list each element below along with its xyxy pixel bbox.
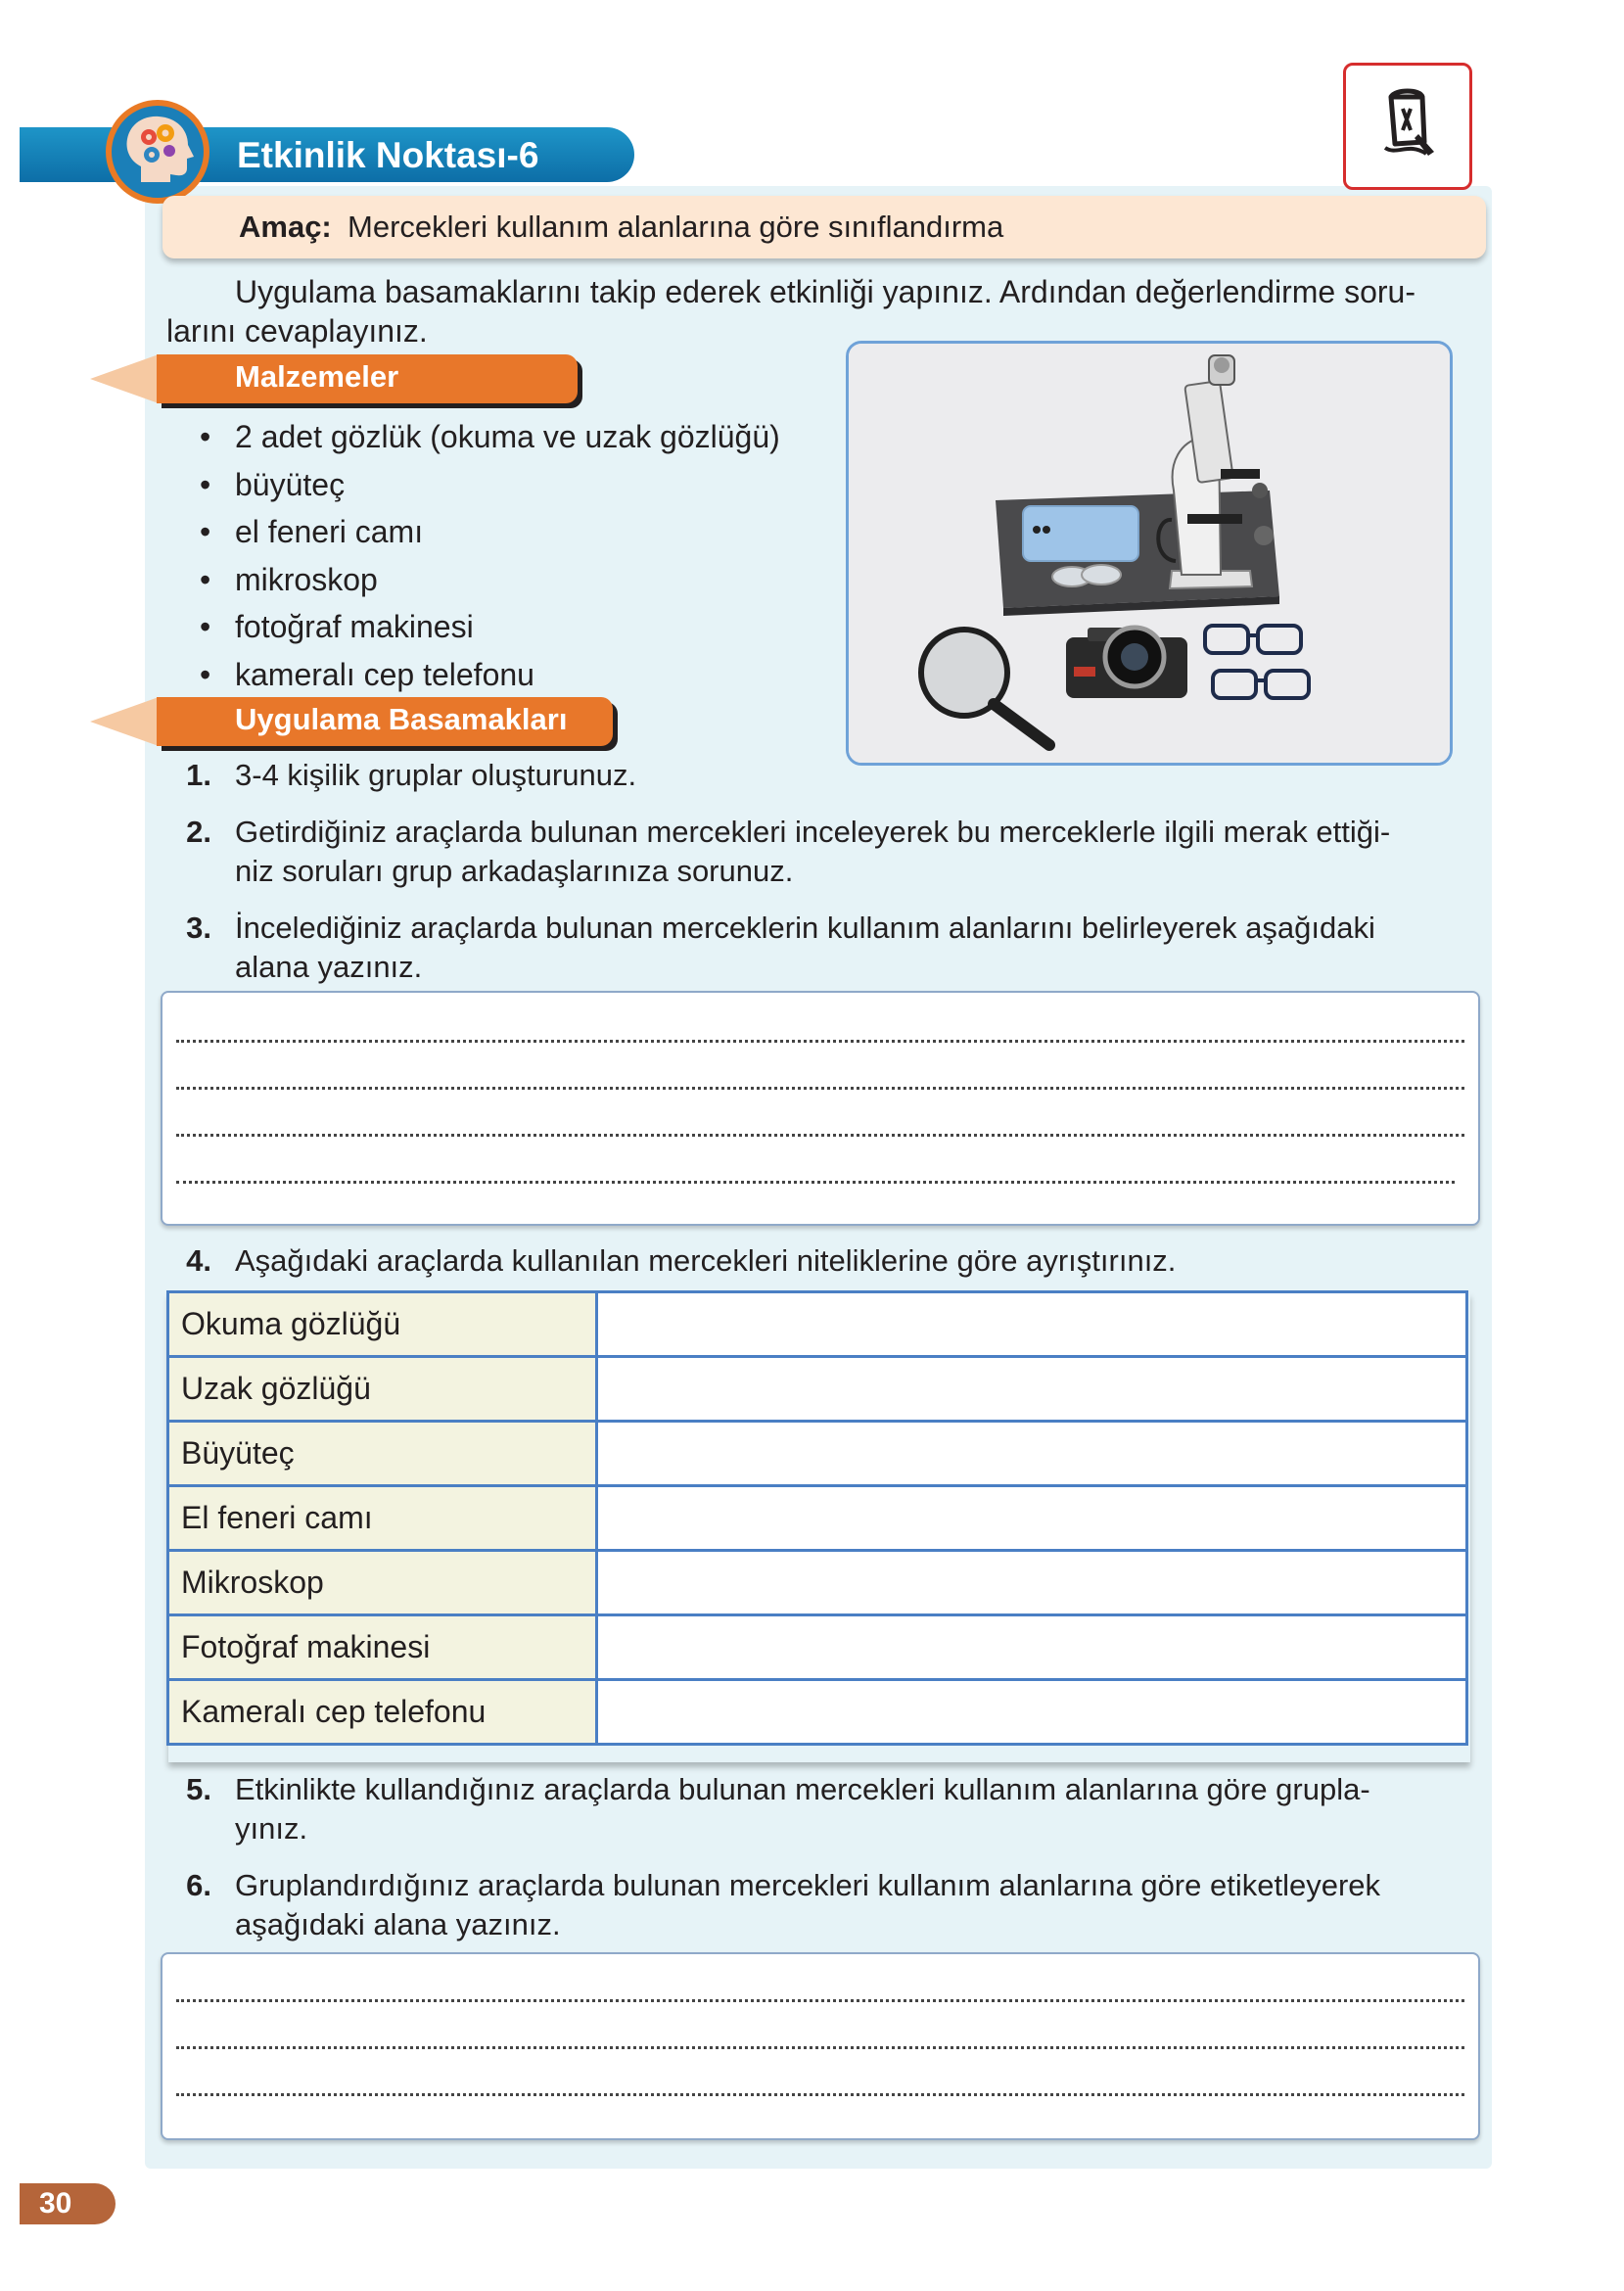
ribbon-fold <box>90 354 159 403</box>
materials-heading: Malzemeler <box>235 359 399 394</box>
step-number: 6. <box>186 1868 211 1902</box>
dotted-answer-line <box>176 2093 1464 2096</box>
aim-label: Amaç: <box>239 210 332 244</box>
table-row <box>168 1486 1467 1551</box>
table-answer-cell[interactable] <box>597 1680 1467 1745</box>
ribbon-fold <box>90 697 159 746</box>
list-item: • mikroskop <box>200 561 378 597</box>
activity-title: Etkinlik Noktası-6 <box>237 135 539 175</box>
dotted-answer-line <box>176 1134 1464 1137</box>
table-row-label: Mikroskop <box>168 1551 597 1615</box>
dotted-answer-line <box>176 1181 1455 1184</box>
dotted-answer-line <box>176 1087 1464 1090</box>
table-row <box>168 1357 1467 1422</box>
table-row <box>168 1551 1467 1615</box>
step-4-text: Aşağıdaki araçlarda kullanılan mercekleri niteliklerine göre ayrıştırınız. <box>235 1243 1177 1278</box>
writing-task-icon <box>1343 63 1472 190</box>
step-number: 1. <box>186 758 211 792</box>
step-5-line-1: Etkinlikte kullandığınız araçlarda bulunan mercekleri kullanım alanlarına göre grupla- <box>235 1772 1370 1806</box>
steps-heading: Uygulama Basamakları <box>235 702 568 736</box>
table-row-label: Fotoğraf makinesi <box>168 1615 597 1680</box>
step-number: 3. <box>186 911 211 945</box>
aim-text: Mercekleri kullanım alanlarına göre sınıflandırma <box>348 210 1004 244</box>
step-2-line-1: Getirdiğiniz araçlarda bulunan mercekleri inceleyerek bu merceklerle ilgili merak ettiği- <box>235 815 1391 849</box>
intro-line-1: Uygulama basamaklarını takip ederek etkinliği yapınız. Ardından değerlendirme soru- <box>235 274 1415 309</box>
step-3-line-1: İncelediğiniz araçlarda bulunan merceklerin kullanım alanlarını belirleyerek aşağıdaki <box>235 911 1375 945</box>
step-5-line-2: yınız. <box>235 1811 308 1846</box>
page-number: 30 <box>39 2187 72 2220</box>
step-6-line-2: aşağıdaki alana yazınız. <box>235 1907 561 1941</box>
table-row-label: Büyüteç <box>168 1422 597 1486</box>
intro-line-2: larını cevaplayınız. <box>166 313 428 349</box>
table-row-label: El feneri camı <box>168 1486 597 1551</box>
dotted-answer-line <box>176 1040 1464 1043</box>
table-row <box>168 1292 1467 1357</box>
materials-photo <box>846 341 1453 766</box>
answer-box-step-3[interactable] <box>161 991 1480 1226</box>
step-number: 4. <box>186 1243 211 1278</box>
table-answer-cell[interactable] <box>597 1486 1467 1551</box>
list-item: • el feneri camı <box>200 514 424 549</box>
table-answer-cell[interactable] <box>597 1551 1467 1615</box>
table-answer-cell[interactable] <box>597 1615 1467 1680</box>
table-row-label: Uzak gözlüğü <box>168 1357 597 1422</box>
table-answer-cell[interactable] <box>597 1357 1467 1422</box>
list-item: • büyüteç <box>200 466 346 502</box>
step-3-line-2: alana yazınız. <box>235 950 423 984</box>
list-item: • 2 adet gözlük (okuma ve uzak gözlüğü) <box>200 419 780 454</box>
step-6-line-1: Gruplandırdığınız araçlarda bulunan mercekleri kullanım alanlarına göre etiketleyerek <box>235 1868 1381 1902</box>
table-answer-cell[interactable] <box>597 1292 1467 1357</box>
table-row-label: Okuma gözlüğü <box>168 1292 597 1357</box>
table-answer-cell[interactable] <box>597 1422 1467 1486</box>
step-number: 5. <box>186 1772 211 1806</box>
table-row <box>168 1615 1467 1680</box>
dotted-answer-line <box>176 2046 1464 2049</box>
table-row <box>168 1422 1467 1486</box>
step-2-line-2: niz soruları grup arkadaşlarınıza sorunuz. <box>235 854 794 888</box>
step-1-text: 3-4 kişilik gruplar oluşturunuz. <box>235 758 637 792</box>
list-item: • kameralı cep telefonu <box>200 656 534 692</box>
table-row-label: Kameralı cep telefonu <box>168 1680 597 1745</box>
materials-list <box>196 413 780 698</box>
table-row <box>168 1680 1467 1745</box>
lens-classification-table <box>166 1290 1468 1746</box>
brain-gears-icon <box>106 100 209 204</box>
step-number: 2. <box>186 815 211 849</box>
dotted-answer-line <box>176 1999 1464 2002</box>
answer-box-step-6[interactable] <box>161 1952 1480 2140</box>
list-item: • fotoğraf makinesi <box>200 609 474 644</box>
